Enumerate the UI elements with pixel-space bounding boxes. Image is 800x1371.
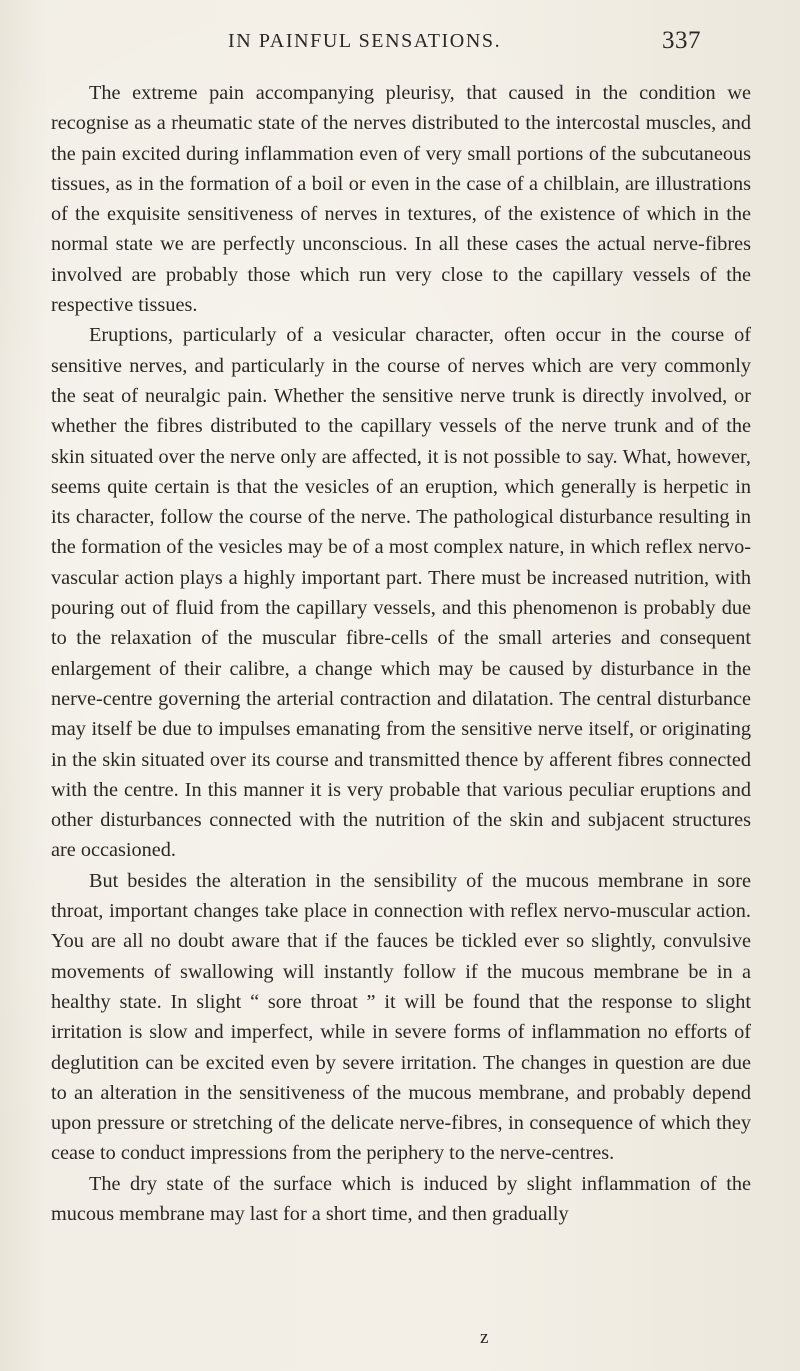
- signature-mark: z: [480, 1327, 489, 1348]
- paragraph-dry-state: The dry state of the surface which is induced by slight inflammation of the mucous membrane may last for a short time, and then gradually: [51, 1172, 751, 1225]
- paragraph-eruptions: Eruptions, particularly of a vesicular character, often occur in the course of sensitive nerves, and particularly in the course of nerves which are very commonly the seat of neuralgic pain. Whether the sensitive nerve trunk is directly involved, or whether the fibres distributed to the capillary vessels of the nerve trunk and of the skin situated over the nerve only are affected, it is not possible to say. What, however, seems quite certain is that the vesicles of an eruption, which generally is herpetic in its character, follow the course of the nerve. The pathological disturbance resulting in the formation of the vesicles may be of a most complex nature, in which reflex nervo-vascular action plays a highly important part. There must be increased nutrition, with pouring out of fluid from the capillary vessels, and this phenomenon is probably due to the relaxation of the muscular fibre-cells of the small arteries and consequent enlargement of their calibre, a change which may be caused by disturbance in the nerve-centre governing the arterial contraction and dilatation. The central disturbance may itself be due to impulses emanating from the sensitive nerve itself, or originating in the skin situated over its course and transmitted thence by afferent fibres connected with the centre. In this manner it is very probable that various peculiar eruptions and other disturbances connected with the nutrition of the skin and subjacent structures are occasioned.: [51, 324, 751, 862]
- running-head: [0, 27, 800, 60]
- body-text: [51, 78, 751, 1229]
- page-number: 337: [662, 27, 701, 54]
- running-title: IN PAINFUL SENSATIONS.: [228, 30, 502, 52]
- paragraph-pleurisy: The extreme pain accompanying pleurisy, that caused in the condition we recognise as a rheumatic state of the nerves distributed to the intercostal muscles, and the pain excited during inflammation even of very small portions of the subcutaneous tissues, as in the formation of a boil or even in the case of a chilblain, are illustrations of the exquisite sensitiveness of nerves in textures, of the existence of which in the normal state we are perfectly unconscious. In all these cases the actual nerve-fibres involved are probably those which run very close to the capillary vessels of the respective tissues.: [51, 82, 751, 317]
- paragraph-sore-throat: But besides the alteration in the sensibility of the mucous membrane in sore throat, important changes take place in connection with reflex nervo-muscular action. You are all no doubt aware that if the fauces be tickled ever so slightly, convulsive movements of swallowing will instantly follow if the mucous membrane be in a healthy state. In slight “ sore throat ” it will be found that the response to slight irritation is slow and imperfect, while in severe forms of inflammation no efforts of deglutition can be excited even by severe irritation. The changes in question are due to an alteration in the sensitiveness of the mucous membrane, and probably depend upon pressure or stretching of the delicate nerve-fibres, in consequence of which they cease to conduct impressions from the periphery to the nerve-centres.: [51, 869, 751, 1165]
